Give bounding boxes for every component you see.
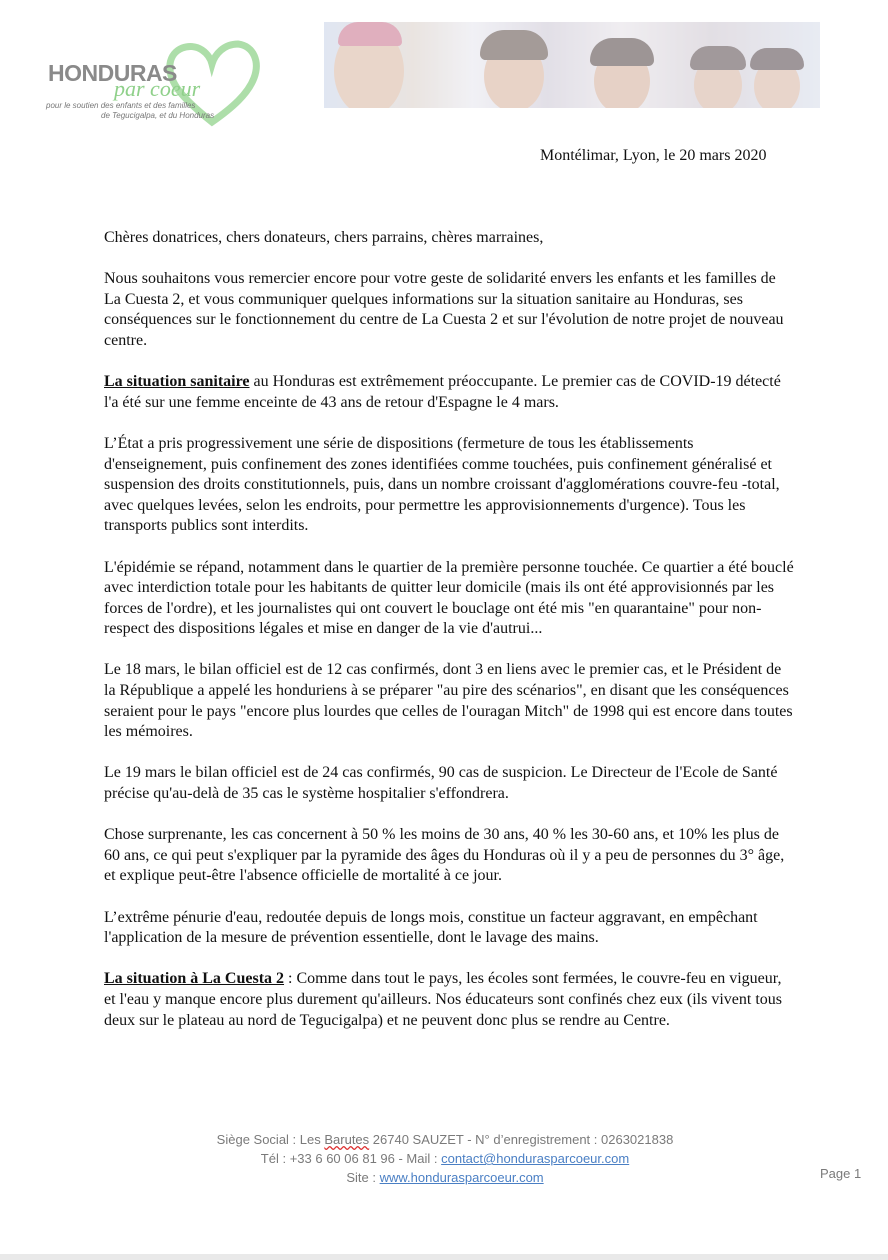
paragraph: L’État a pris progressivement une série de dispositions (fermeture de tous les établissements d'enseignement, puis confinement des zones identifiées comme touchées, puis confinement généralisé et suspension des droits constitutionnels, puis, dans un nombre croissant d'agglomérations couvre-feu -total, avec quelques levées, selon les endroits, pour permettre les approvisionnements d'urgence). Tous les transports publics sont interdits. bbox=[104, 434, 780, 535]
headscarf-shape bbox=[338, 22, 402, 46]
footer-phone: Tél : +33 6 60 06 81 96 - Mail : bbox=[260, 1151, 442, 1166]
logo-tagline-line-1: pour le soutien des enfants et des familles bbox=[46, 101, 196, 110]
paragraph: Le 18 mars, le bilan officiel est de 12 cas confirmés, dont 3 en liens avec le premier cas, et le Président de la République a appelé les honduriens à se préparer "au pire des scénarios", en disant que les conséquences seraient pour le pays "encore plus lourdes que celles de l'ouragan Mitch" de 1998 qui est encore dans toutes les mémoires. bbox=[104, 661, 793, 741]
paragraph: L'épidémie se répand, notamment dans le quartier de la première personne touchée. Ce quartier a été bouclé avec interdiction totale pour les habitants de quitter leur domicile (mais ils ont été approvisionnés par les forces de l'ordre), et les journalistes qui ont couvert le bouclage ont été mis "en quarantaine" pour non-respect des dispositions légales et mise en danger de la vie d'autrui... bbox=[104, 558, 794, 638]
letter-dateline: Montélimar, Lyon, le 20 mars 2020 bbox=[540, 147, 767, 164]
paragraph: Nous souhaitons vous remercier encore pour votre geste de solidarité envers les enfants et les familles de La Cuesta 2, et vous communiquer quelques informations sur la situation sanitaire au Honduras, ses conséquences sur le fonctionnement du centre de La Cuesta 2 et sur l'évolution de notre projet de nouveau centre. bbox=[104, 270, 784, 349]
footer-address-place: Barutes bbox=[324, 1132, 370, 1147]
paragraph bbox=[104, 372, 794, 413]
letter-body bbox=[104, 228, 794, 1052]
organization-logo bbox=[44, 38, 259, 130]
paragraph: L’extrême pénurie d'eau, redoutée depuis de longs mois, constitue un facteur aggravant, en empêchant l'application de la mesure de prévention essentielle, dont le lavage des mains. bbox=[104, 908, 758, 947]
paragraph-text: au Honduras est extrêmement préoccupante. Le premier cas de COVID-19 détecté l'a été sur une femme enceinte de 43 ans de retour d'Espagne le 4 mars. bbox=[104, 373, 781, 411]
page-footer bbox=[150, 1130, 740, 1187]
footer-website-link[interactable]: www.hondurasparcoeur.com bbox=[379, 1170, 544, 1185]
paragraph: Chose surprenante, les cas concernent à 50 % les moins de 30 ans, 40 % les 30-60 ans, et 10% les plus de 60 ans, ce qui peut s'expliquer par la pyramide des âges du Honduras où il y a peu de personnes du 3° âge, et explique peut-être l'absence officielle de mortalité à ce jour. bbox=[104, 826, 785, 885]
salutation: Chères donatrices, chers donateurs, chers parrains, chères marraines, bbox=[104, 229, 544, 246]
section-heading: La situation à La Cuesta 2 bbox=[104, 970, 285, 988]
logo-script-text: par coeur bbox=[114, 76, 201, 101]
hair-shape bbox=[690, 46, 746, 70]
logo-tagline bbox=[46, 101, 236, 121]
section-heading: La situation sanitaire bbox=[104, 373, 250, 391]
paragraph: Le 19 mars le bilan officiel est de 24 cas confirmés, 90 cas de suspicion. Le Directeur de l'Ecole de Santé précise qu'au-delà de 35 cas le système hospitalier s'effondrera. bbox=[104, 764, 778, 803]
page-bottom-edge bbox=[0, 1254, 888, 1260]
hair-shape bbox=[590, 38, 654, 66]
page-number: Page 1 bbox=[820, 1166, 862, 1181]
logo-tagline-line-2: de Tegucigalpa, et du Honduras bbox=[101, 111, 215, 120]
paragraph-text: : Comme dans tout le pays, les écoles sont fermées, le couvre-feu en vigueur, et l'eau y manque encore plus durement qu'ailleurs. Nos éducateurs sont confinés chez eux (ils vivent tous deux sur le plateau au nord de Tegucigalpa) et ne peuvent donc plus se rendre au Centre. bbox=[104, 970, 783, 1029]
footer-email-link[interactable]: contact@hondurasparcoeur.com bbox=[441, 1151, 630, 1166]
footer-site-line bbox=[150, 1168, 740, 1187]
footer-address-prefix: Siège Social : Les bbox=[216, 1132, 325, 1147]
footer-address-rest: 26740 SAUZET - N° d’enregistrement : 0263021838 bbox=[369, 1132, 674, 1147]
paragraph bbox=[104, 969, 794, 1031]
footer-site-label: Site : bbox=[346, 1170, 380, 1185]
hair-shape bbox=[750, 48, 804, 70]
footer-address-line bbox=[150, 1130, 740, 1149]
hair-shape bbox=[480, 30, 548, 60]
footer-contact-line bbox=[150, 1149, 740, 1168]
header-photo-banner bbox=[324, 22, 820, 108]
logo-wordmark: HONDURAS bbox=[48, 60, 177, 86]
